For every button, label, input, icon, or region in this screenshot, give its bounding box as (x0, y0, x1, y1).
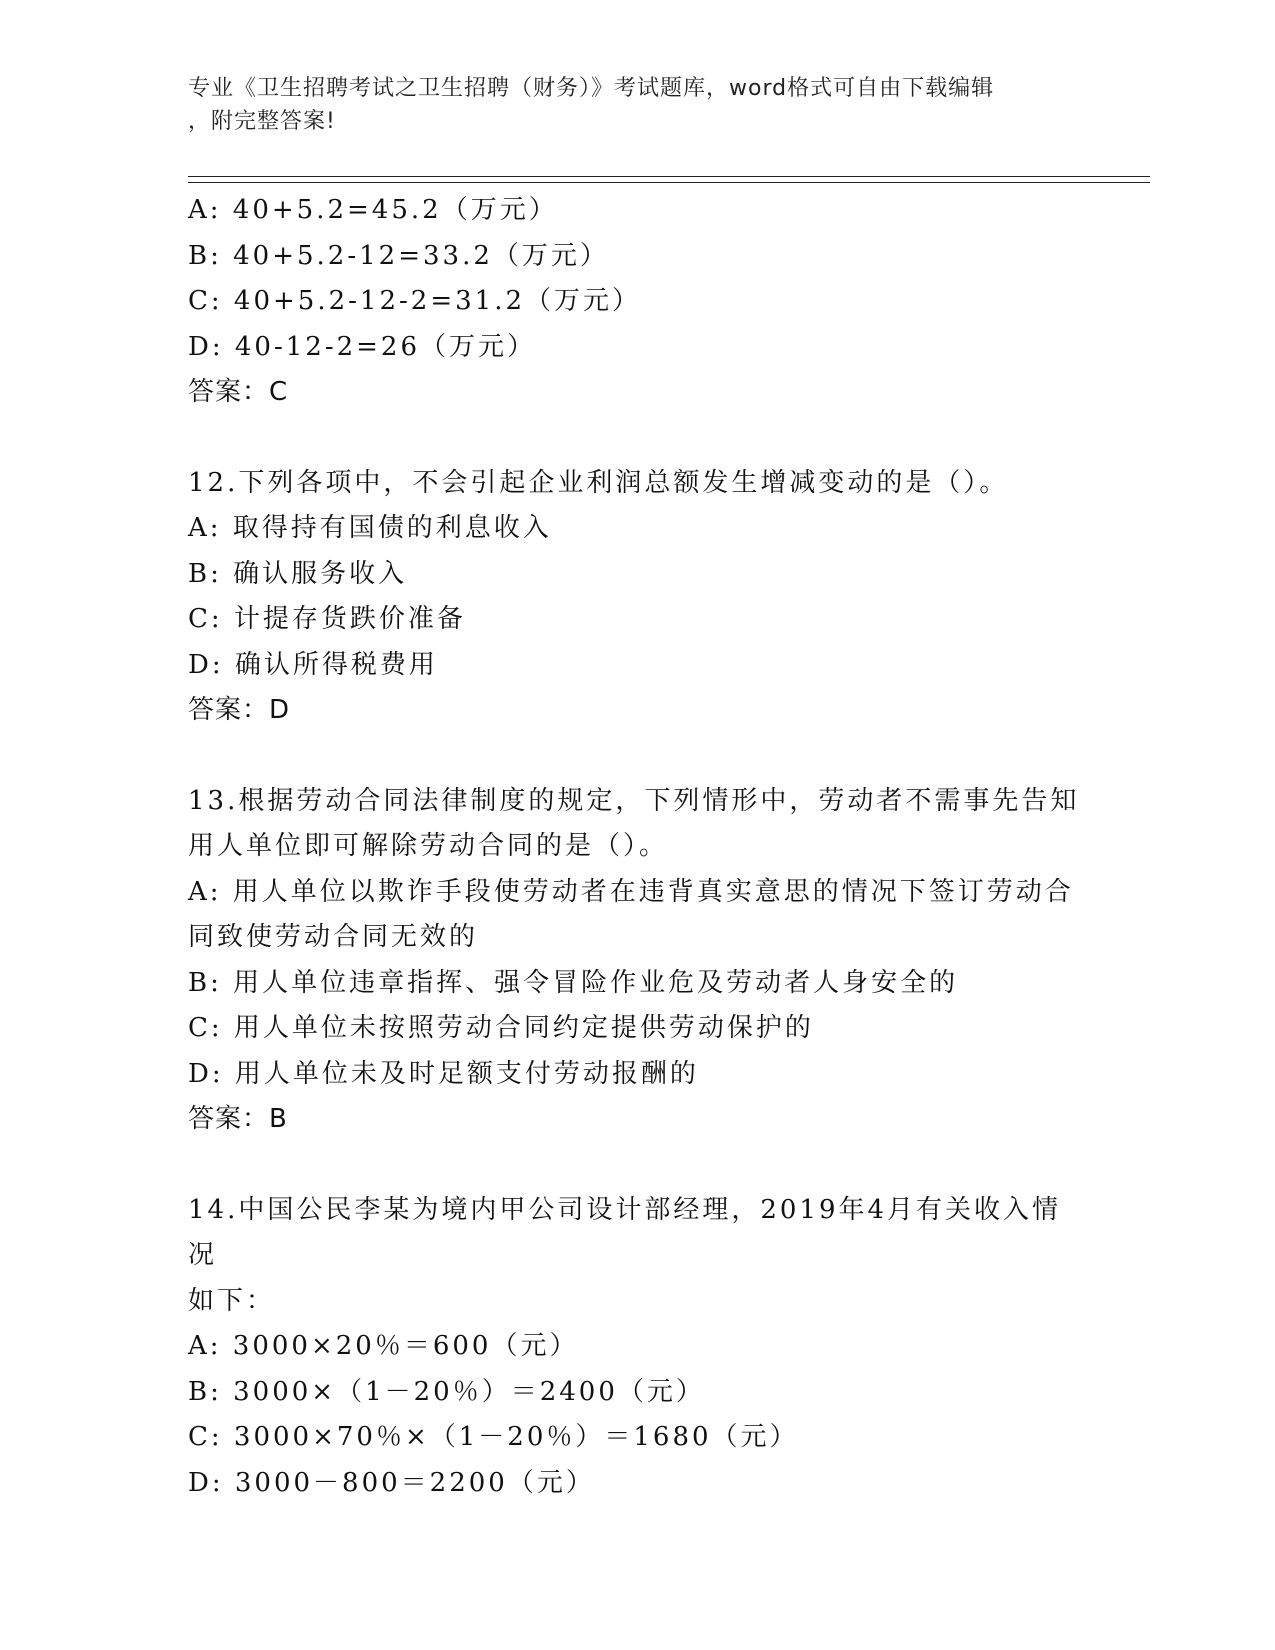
document-header (188, 72, 1088, 138)
option-b: B: 确认服务收入 (188, 558, 408, 589)
option-a-cont: 同致使劳动合同无效的 (188, 922, 479, 952)
header-rule-top (188, 176, 1150, 177)
option-b: B: 40+5.2-12=33.2（万元） (188, 240, 609, 271)
question-14 (188, 1188, 1088, 1507)
option-d: D: 用人单位未及时足额支付劳动报酬的 (188, 1058, 699, 1089)
question-stem-cont: 用人单位即可解除劳动合同的是（）。 (188, 831, 669, 861)
option-b: B: 用人单位违章指挥、强令冒险作业危及劳动者人身安全的 (188, 967, 959, 998)
answer: 答案：C (188, 377, 289, 407)
header-rule-bottom (188, 182, 1150, 183)
option-a: A: 40+5.2=45.2（万元） (188, 195, 558, 225)
option-a: A: 用人单位以欺诈手段使劳动者在违背真实意思的情况下签订劳动合 (188, 876, 1074, 907)
question-11 (188, 188, 1088, 416)
option-c: C: 40+5.2-12-2=31.2（万元） (188, 286, 642, 316)
header-line-1: 专业《卫生招聘考试之卫生招聘（财务）》考试题库，word格式可自由下载编辑 (188, 76, 995, 101)
question-content (188, 188, 1088, 1506)
question-stem: 13.根据劳动合同法律制度的规定，下列情形中，劳动者不需事先告知 (188, 785, 1080, 816)
option-d: D: 确认所得税费用 (188, 649, 438, 680)
option-a: A: 3000×20％＝600（元） (188, 1331, 579, 1361)
option-a: A: 取得持有国债的利息收入 (188, 513, 552, 543)
option-d: D: 3000－800＝2200（元） (188, 1467, 595, 1498)
option-b: B: 3000×（1－20％）＝2400（元） (188, 1376, 705, 1407)
option-c: C: 3000×70％×（1－20％）＝1680（元） (188, 1422, 799, 1452)
option-c: C: 用人单位未按照劳动合同约定提供劳动保护的 (188, 1013, 814, 1043)
answer: 答案：D (188, 695, 291, 725)
header-line-2: ，附完整答案! (188, 109, 336, 134)
question-12 (188, 461, 1088, 734)
option-d: D: 40-12-2=26（万元） (188, 331, 537, 362)
answer: 答案：B (188, 1104, 288, 1134)
question-stem: 12.下列各项中，不会引起企业利润总额发生增减变动的是（）。 (188, 467, 1009, 498)
question-13 (188, 779, 1088, 1143)
option-c: C: 计提存货跌价准备 (188, 604, 466, 634)
question-stem-cont: 如下： (188, 1285, 276, 1316)
question-stem: 14.中国公民李某为境内甲公司设计部经理，2019年4月有关收入情况 (188, 1194, 1062, 1270)
